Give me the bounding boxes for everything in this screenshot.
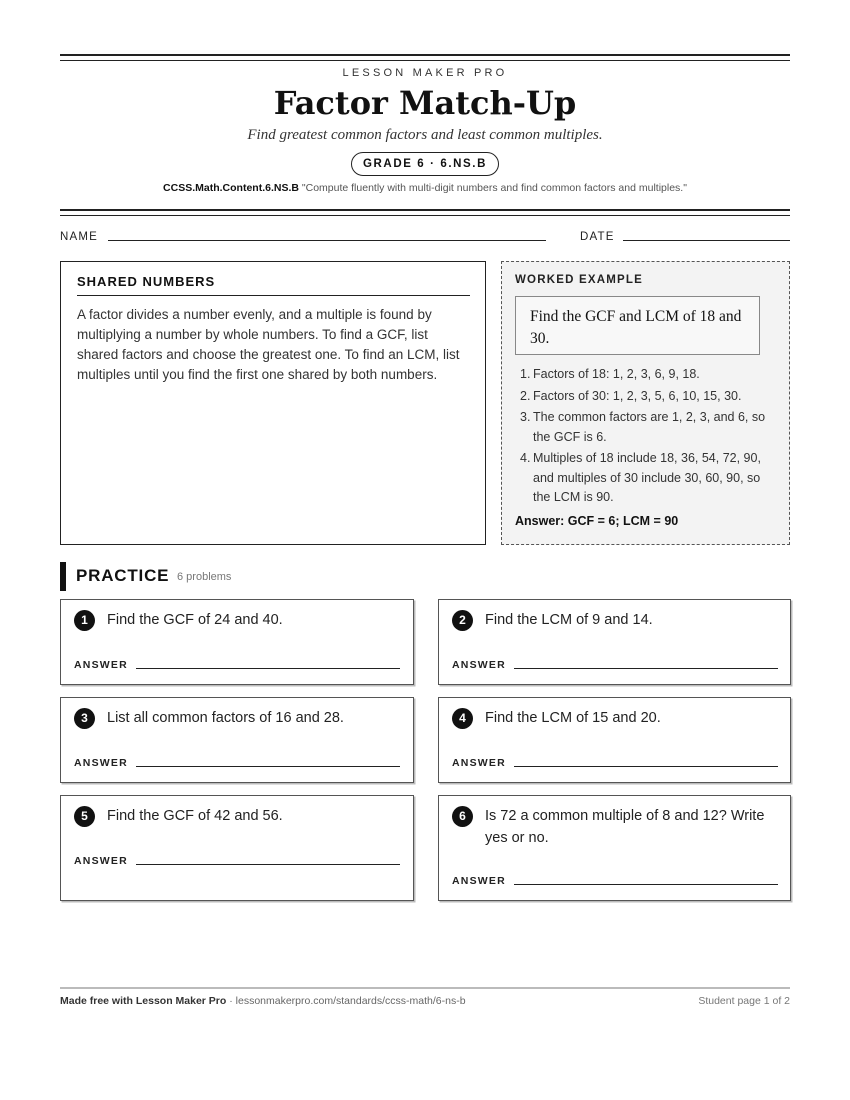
problem-prompt: Find the LCM of 9 and 14. bbox=[485, 612, 653, 628]
worked-example-answer: Answer: GCF = 6; LCM = 90 bbox=[515, 514, 679, 528]
problem-number-badge: 2 bbox=[452, 610, 473, 631]
problem-prompt: Find the GCF of 42 and 56. bbox=[107, 808, 283, 824]
top-double-rule bbox=[60, 54, 790, 61]
answer-field[interactable] bbox=[136, 766, 400, 767]
worked-example-panel bbox=[501, 261, 790, 545]
date-field[interactable] bbox=[623, 240, 790, 241]
problem-prompt: Find the LCM of 15 and 20. bbox=[485, 710, 661, 726]
answer-field[interactable] bbox=[136, 668, 400, 669]
worked-example-question: Find the GCF and LCM of 18 and 30. bbox=[515, 296, 760, 355]
shared-numbers-heading: SHARED NUMBERS bbox=[77, 274, 470, 296]
problem-prompt: Is 72 a common multiple of 8 and 12? Write yes or no. bbox=[485, 808, 765, 846]
problem-number-badge: 5 bbox=[74, 806, 95, 827]
worked-example-heading: WORKED EXAMPLE bbox=[515, 274, 643, 286]
answer-label: ANSWER bbox=[74, 659, 128, 671]
practice-count: 6 problems bbox=[177, 571, 232, 583]
answer-label: ANSWER bbox=[452, 757, 506, 769]
brand-name: LESSON MAKER PRO bbox=[342, 67, 508, 79]
problem-number-badge: 6 bbox=[452, 806, 473, 827]
answer-field[interactable] bbox=[136, 864, 400, 865]
answer-label: ANSWER bbox=[74, 757, 128, 769]
problem-card bbox=[438, 697, 791, 783]
standard-line bbox=[60, 182, 790, 194]
problem-prompt: List all common factors of 16 and 28. bbox=[107, 710, 344, 726]
answer-label: ANSWER bbox=[74, 855, 128, 867]
practice-accent-bar bbox=[60, 562, 66, 591]
footer-rule bbox=[60, 987, 790, 989]
practice-heading: PRACTICE bbox=[76, 566, 170, 585]
standard-text: "Compute fluently with multi-digit numbers and find common factors and multiples." bbox=[301, 182, 687, 194]
page-indicator: Student page 1 of 2 bbox=[698, 995, 790, 1007]
answer-field[interactable] bbox=[514, 668, 778, 669]
footer-credit bbox=[60, 995, 466, 1007]
answer-field[interactable] bbox=[514, 884, 778, 885]
shared-numbers-text: A factor divides a number evenly, and a multiple is found by multiplying a number by whole numbers. To find a GCF, list shared factors and choose the greatest one. To find an LCM, list multiples until you find the first one shared by both numbers. bbox=[77, 307, 460, 382]
problem-card bbox=[60, 599, 414, 685]
step-item: 1. Factors of 18: 1, 2, 3, 6, 9, 18. bbox=[520, 367, 700, 381]
standard-code: CCSS.Math.Content.6.NS.B bbox=[163, 182, 299, 194]
answer-label: ANSWER bbox=[452, 659, 506, 671]
problem-number-badge: 4 bbox=[452, 708, 473, 729]
header-double-rule bbox=[60, 209, 790, 216]
step-item: 3. The common factors are 1, 2, 3, and 6, so the GCF is 6. bbox=[520, 410, 766, 444]
date-label: DATE bbox=[580, 231, 615, 243]
problem-card bbox=[60, 697, 414, 783]
problem-prompt: Find the GCF of 24 and 40. bbox=[107, 612, 283, 628]
footer-made-with: Made free with Lesson Maker Pro bbox=[60, 995, 227, 1007]
problem-number-badge: 3 bbox=[74, 708, 95, 729]
shared-numbers-panel bbox=[60, 261, 486, 545]
footer-url[interactable]: · lessonmakerpro.com/standards/ccss-math/6-ns-b bbox=[226, 995, 466, 1007]
step-item: 2. Factors of 30: 1, 2, 3, 5, 6, 10, 15, 30. bbox=[520, 388, 742, 403]
problem-card bbox=[438, 599, 791, 685]
answer-label: ANSWER bbox=[452, 875, 506, 887]
page-subtitle: Find greatest common factors and least common multiples. bbox=[247, 127, 603, 143]
name-field[interactable] bbox=[108, 240, 546, 241]
step-item: 4. Multiples of 18 include 18, 36, 54, 72, 90, and multiples of 30 include 30, 60, 90, so the LCM is 90. bbox=[520, 451, 761, 504]
grade-badge: GRADE 6 · 6.NS.B bbox=[351, 152, 499, 176]
page-title: Factor Match-Up bbox=[273, 84, 577, 122]
worked-example-steps bbox=[515, 365, 775, 510]
problem-card bbox=[60, 795, 414, 901]
problem-card bbox=[438, 795, 791, 901]
name-label: NAME bbox=[60, 231, 99, 243]
answer-field[interactable] bbox=[514, 766, 778, 767]
problem-number-badge: 1 bbox=[74, 610, 95, 631]
